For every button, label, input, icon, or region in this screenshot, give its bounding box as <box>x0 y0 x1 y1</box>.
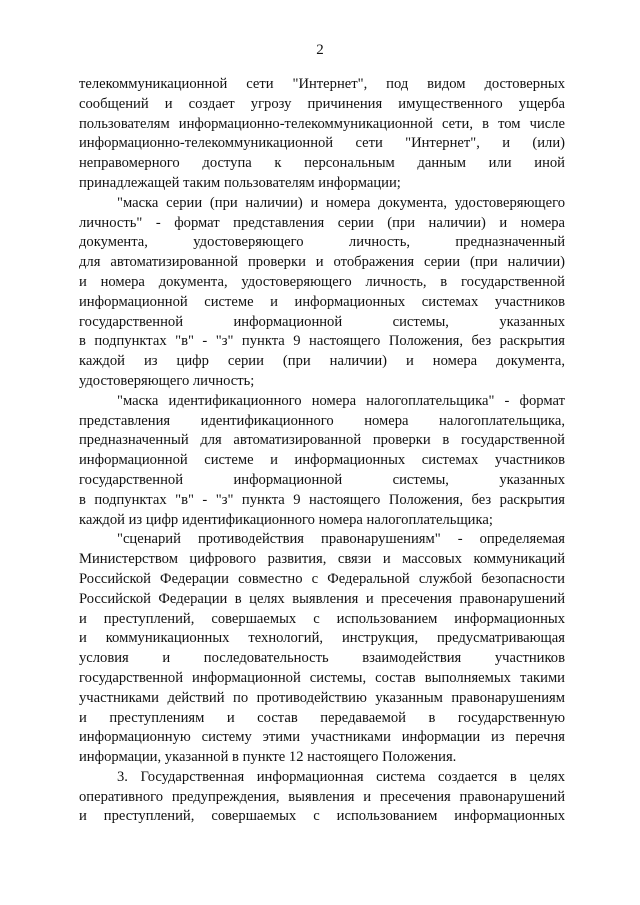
text-line: Российской Федерации совместно с Федеральной службой безопасности <box>79 570 565 587</box>
text-line: принадлежащей таким пользователям информации; <box>79 174 401 191</box>
text-line: оперативного предупреждения, выявления и пресечения правонарушений <box>79 788 565 805</box>
text-line: государственной информационной системы, состав выполняемых такими <box>79 669 565 686</box>
text-line: телекоммуникационной сети "Интернет", под видом достоверных <box>79 76 565 92</box>
text-line: предназначенный для автоматизированной проверки в государственной <box>79 432 565 449</box>
page-number: 2 <box>316 42 324 58</box>
text-line: для автоматизированной проверки и отображения серии (при наличии) <box>79 254 565 271</box>
text-line: информационной системе и информационных системах участников <box>79 452 565 469</box>
text-line: "маска идентификационного номера налогоплательщика" - формат <box>117 392 565 409</box>
text-line: информационной системе и информационных системах участников <box>79 293 565 310</box>
text-line: и преступлениям и состав передаваемой в государственную <box>79 709 565 726</box>
text-line: и преступлений, совершаемых с использованием информационных <box>79 610 565 627</box>
text-line: государственной информационной системы, указанных <box>79 313 565 330</box>
text-line: личность" - формат представления серии (при наличии) и номера <box>79 214 565 231</box>
text-line: и преступлений, совершаемых с использованием информационных <box>79 808 565 825</box>
text-line: участниками действий по противодействию указанным правонарушениям <box>79 689 565 706</box>
text-line: в подпунктах "в" - "з" пункта 9 настоящего Положения, без раскрытия <box>79 333 565 350</box>
text-line: 3. Государственная информационная система создается в целях <box>117 768 565 785</box>
text-line: государственной информационной системы, указанных <box>79 471 565 488</box>
text-line: информационно-телекоммуникационной сети "Интернет", и (или) <box>79 135 565 152</box>
text-line: "маска серии (при наличии) и номера документа, удостоверяющего <box>117 194 565 211</box>
document-body <box>79 75 565 827</box>
text-line: каждой из цифр серии (при наличии) и номера документа, <box>79 353 565 370</box>
text-line: документа, удостоверяющего личность, предназначенный <box>79 234 565 251</box>
text-line: и номера документа, удостоверяющего личность, в государственной <box>79 273 565 290</box>
text-line: неправомерного доступа к персональным данным или иной <box>79 155 565 172</box>
text-line: в подпунктах "в" - "з" пункта 9 настоящего Положения, без раскрытия <box>79 491 565 508</box>
text-line: "сценарий противодействия правонарушениям" - определяемая <box>117 531 565 548</box>
text-line: представления идентификационного номера налогоплательщика, <box>79 412 565 429</box>
text-line: удостоверяющего личность; <box>79 372 255 389</box>
text-line: информации, указанной в пункте 12 настоящего Положения. <box>79 749 457 766</box>
text-line: и коммуникационных технологий, инструкция, предусматривающая <box>79 630 565 647</box>
text-line: Российской Федерации в целях выявления и пресечения правонарушений <box>79 590 565 607</box>
text-line: сообщений и создает угрозу причинения имущественного ущерба <box>79 95 565 112</box>
text-line: пользователям информационно-телекоммуникационной сети, в том числе <box>79 115 565 132</box>
text-line: Министерством цифрового развития, связи и массовых коммуникаций <box>79 551 565 568</box>
text-line: информационную систему этими участниками информации из перечня <box>79 729 565 746</box>
text-line: условия и последовательность взаимодействия участников <box>79 650 565 667</box>
text-line: каждой из цифр идентификационного номера налогоплательщика; <box>79 511 493 528</box>
